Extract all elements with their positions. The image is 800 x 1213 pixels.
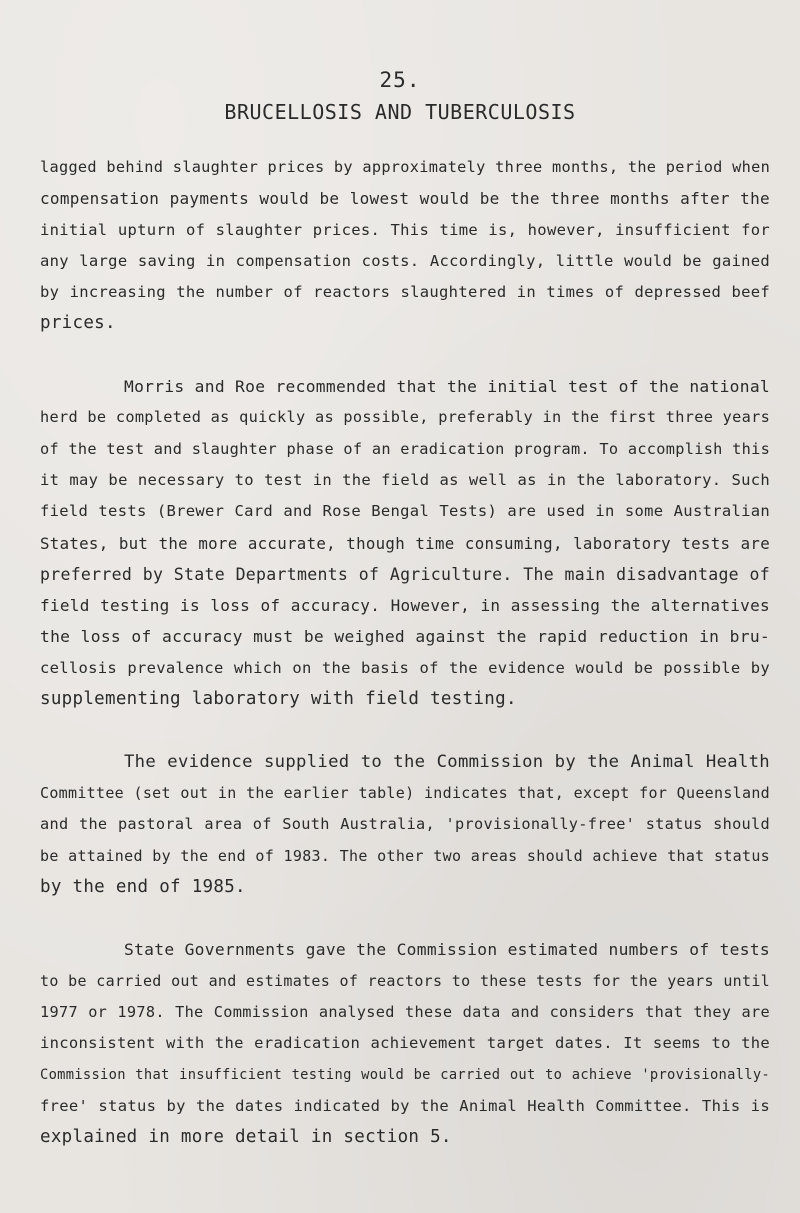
text-line: field testing is loss of accuracy. However, in assessing the alternatives [40,596,770,616]
text-line: Commission that insufficient testing would be carried out to achieve 'provisionally- [40,1066,770,1083]
text-line: and the pastoral area of South Australia, 'provisionally-free' status should [40,815,770,834]
text-line: it may be necessary to test in the field as well as in the laboratory. Such [40,470,770,489]
text-line: States, but the more accurate, though time consuming, laboratory tests are [40,533,770,553]
paragraph [40,934,770,1153]
text-line: cellosis prevalence which on the basis of the evidence would be possible by [40,658,770,677]
text-line: The evidence supplied to the Commission by the Animal Health [124,751,770,772]
text-line: supplementing laboratory with field testing. [40,689,517,710]
text-line: by increasing the number of reactors slaughtered in times of depressed beef [40,283,770,302]
text-line: of the test and slaughter phase of an eradication program. To accomplish this [40,439,771,458]
text-line: 1977 or 1978. The Commission analysed these data and considers that they are [40,1003,770,1022]
text-line: any large saving in compensation costs. Accordingly, little would be gained [40,251,770,270]
text-line: lagged behind slaughter prices by approximately three months, the period when [40,158,771,176]
paragraph [40,152,770,340]
text-line: Morris and Roe recommended that the initial test of the national [124,377,770,397]
text-line: explained in more detail in section 5. [40,1127,452,1148]
text-line: the loss of accuracy must be weighed against the rapid reduction in bru- [40,627,770,647]
body-text [40,152,770,1154]
page-title: BRUCELLOSIS AND TUBERCULOSIS [224,100,576,124]
text-line: prices. [40,313,116,334]
text-line: to be carried out and estimates of reactors to these tests for the years until [40,971,770,990]
page-number: 25. [379,68,421,92]
text-line: field tests (Brewer Card and Rose Bengal Tests) are used in some Australian [40,502,770,521]
text-line: Committee (set out in the earlier table) indicates that, except for Queensland [40,783,770,802]
text-line: initial upturn of slaughter prices. This time is, however, insufficient for [40,220,770,239]
text-line: by the end of 1985. [40,876,246,897]
text-line: compensation payments would be lowest would be the three months after the [40,189,770,209]
text-line: preferred by State Departments of Agriculture. The main disadvantage of [40,564,770,584]
paragraph [40,747,770,903]
text-line: State Governments gave the Commission estimated numbers of tests [124,940,770,960]
text-line: herd be completed as quickly as possible, preferably in the first three years [40,408,771,427]
paragraph [40,371,770,715]
text-line: be attained by the end of 1983. The other two areas should achieve that status [40,846,770,865]
text-line: free' status by the dates indicated by the Animal Health Committee. This is [40,1096,770,1115]
text-line: inconsistent with the eradication achievement target dates. It seems to the [40,1034,770,1053]
